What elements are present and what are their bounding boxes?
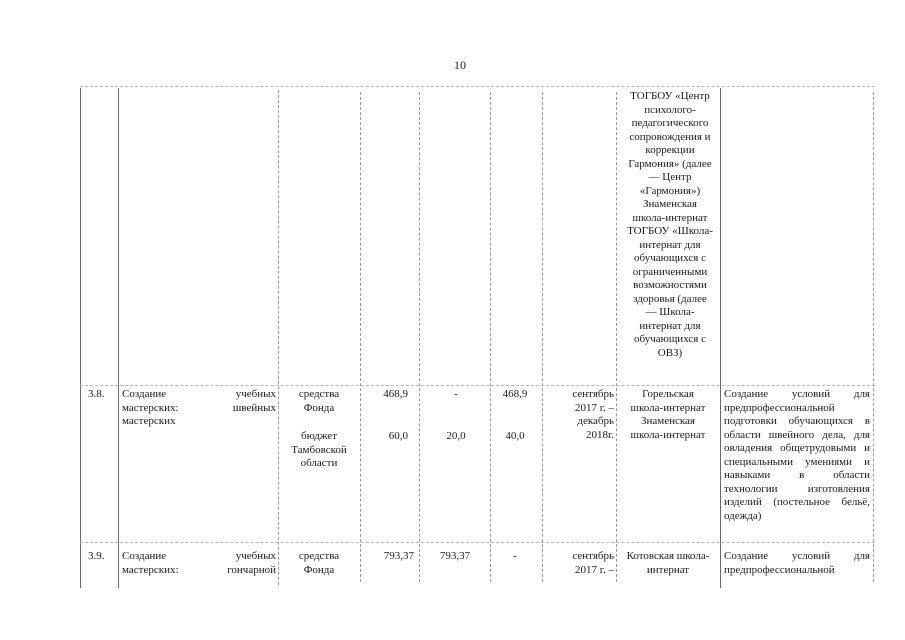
row-period: сентябрь 2017 г. – декабрь 2018г.	[572, 388, 614, 441]
grid-row-sep-2	[80, 542, 875, 543]
grid-col-left-edge	[80, 88, 81, 588]
funding-col2: 793,37	[439, 550, 471, 562]
row-number: 3.8.	[88, 388, 105, 400]
funding-col2: 20,0	[446, 430, 466, 442]
funding-total: 468,9	[383, 388, 408, 400]
row-name-right: учебных гончарной	[227, 550, 276, 576]
grid-col-total	[419, 92, 420, 582]
grid-col-name	[278, 90, 279, 585]
grid-top-border	[80, 86, 875, 87]
grid-col-2	[490, 92, 491, 582]
row-result: Создание условий для предпрофессиональной	[724, 550, 870, 576]
row-name-left: Создание мастерских: мастерских	[122, 388, 179, 427]
row-number: 3.9.	[88, 550, 105, 562]
row-executor: Котовская школа- интернат	[626, 550, 710, 576]
row-name-right: учебных швейных	[232, 388, 276, 414]
funding-total: 793,37	[383, 550, 414, 562]
funding-source: бюджет Тамбовской области	[291, 430, 347, 469]
funding-col3: -	[513, 550, 517, 562]
grid-col-source	[360, 92, 361, 582]
row-result: Создание условий для предпрофессиональной подготовки обучающихся в области швейного дела, для овладения общетрудовыми и специальными умениями и навыками в области технологии изготовления изделий (постельное бельё, одежда)	[724, 388, 870, 522]
funding-col3: 40,0	[505, 430, 525, 442]
page-number: 10	[454, 58, 466, 72]
row-name-left: Создание мастерских:	[122, 550, 179, 576]
grid-col-period	[616, 92, 617, 582]
funding-source: средства Фонда	[298, 388, 340, 414]
row-period: сентябрь 2017 г. –	[572, 550, 614, 576]
funding-col3: 468,9	[502, 388, 528, 400]
funding-source: средства Фонда	[298, 550, 340, 576]
grid-col-num	[118, 88, 119, 588]
continuation-org-cell: ТОГБОУ «Центр психолого- педагогического сопровождения и коррекции Гармония» (далее — Центр «Гармония») Знаменская школа-интернат ТОГБОУ «Школа- интернат для обучающихся с ограниченными возможностями здоровья (далее — Школа- интернат для обучающихся с ОВЗ)	[627, 90, 713, 359]
funding-col2: -	[454, 388, 458, 400]
funding-total: 60,0	[388, 430, 408, 442]
grid-col-3	[542, 92, 543, 582]
grid-col-right-edge	[873, 92, 874, 582]
row-executor: Горельская школа-интернат Знаменская школа-интернат	[630, 388, 706, 441]
grid-row-sep-1	[80, 385, 875, 386]
